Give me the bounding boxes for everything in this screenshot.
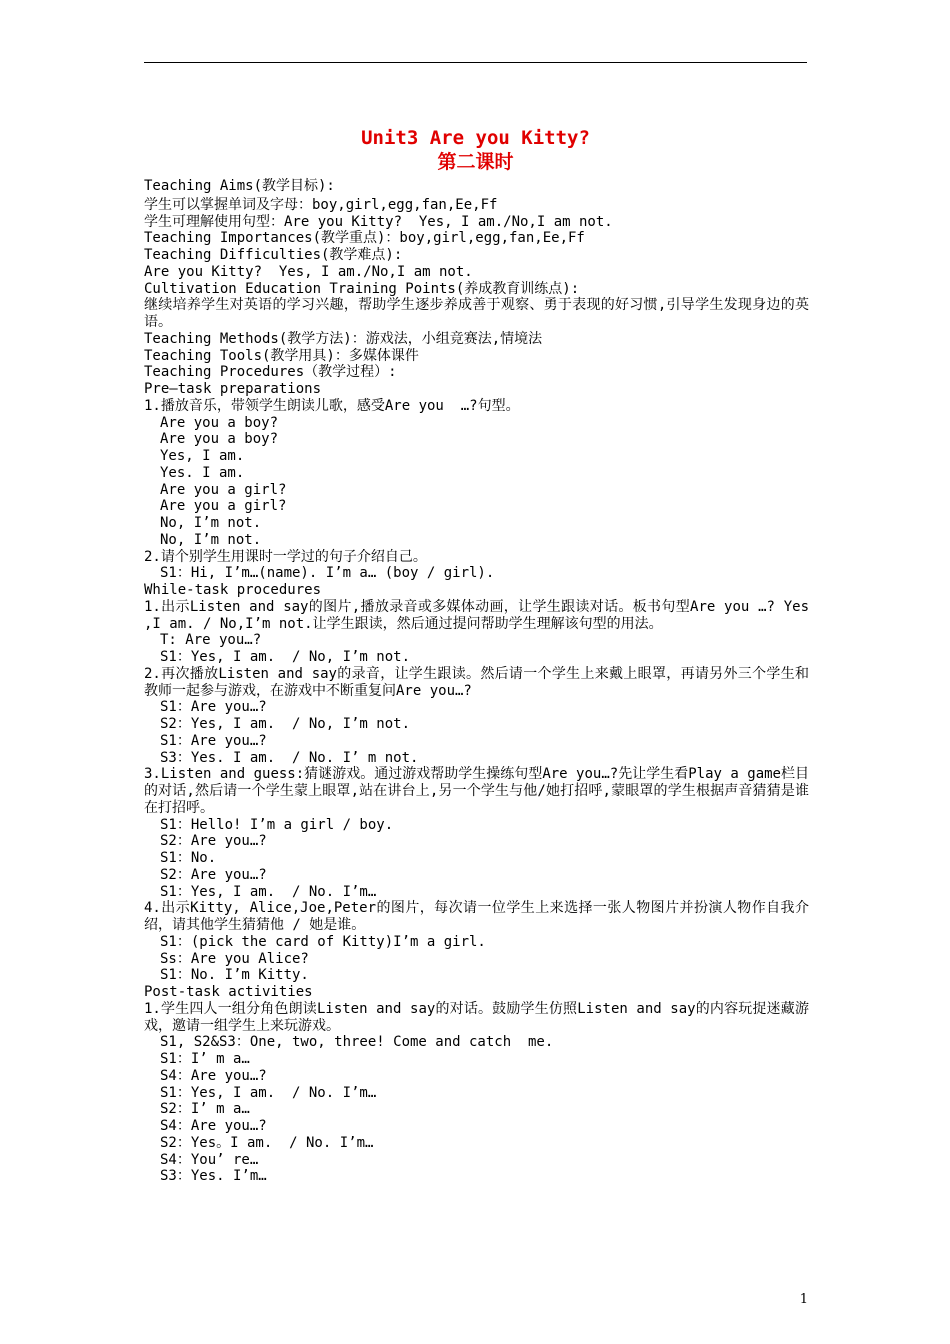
text-line: Teaching Importances(教学重点)：boy,girl,egg,fan,Ee,Ff [144,230,585,247]
text-line: Cultivation Education Training Points(养成教育训练点): [144,280,580,297]
dialogue-line: S1：I’ m a… [160,1051,250,1067]
text-line: 4.出示Kitty, Alice,Joe,Peter的图片，每次请一位学生上来选择一张人物图片并扮演人物作自我介绍，请其他学生猜猜他 / 她是谁。 [144,900,809,933]
dialogue-line: S1：Are you…? [160,732,267,749]
dialogue-line: Are you a boy? [160,431,279,448]
dialogue-line: No, I’m not. [160,531,262,548]
text-line: While-task procedures [144,582,322,598]
text-line: 学生可以掌握单词及字母：boy,girl,egg,fan,Ee,Ff [144,196,498,213]
document-subtitle: 第二课时 [437,151,514,173]
dialogue-line: S4：You’ re… [160,1151,259,1168]
text-line: 1.播放音乐，带领学生朗读儿歌，感受Are you …?句型。 [144,397,520,414]
dialogue-line: S1：Yes, I am. / No, I’m not. [160,649,411,665]
dialogue-line: S1：No. [160,850,217,866]
dialogue-line: Are you a girl? [160,481,287,498]
header-rule [144,62,807,63]
text-line: Pre—task preparations [144,381,322,397]
dialogue-line: S1：Yes, I am. / No. I’m… [160,883,377,900]
dialogue-line: Ss：Are you Alice? [160,950,309,967]
text-line: Are you Kitty? Yes, I am./No,I am not. [144,263,473,280]
dialogue-line: S2：Are you…? [160,833,267,850]
dialogue-line: S1：(pick the card of Kitty)I’m a girl. [160,933,486,950]
dialogue-line: S1：Hello! I’m a girl / boy. [160,816,394,833]
text-line: Post-task activities [144,984,313,1000]
text-line: Teaching Tools(教学用具)：多媒体课件 [144,347,419,364]
text-line: Teaching Difficulties(教学难点): [144,247,403,263]
dialogue-line: S1：No. I’m Kitty. [160,967,309,984]
dialogue-line: S4：Are you…? [160,1067,267,1084]
dialogue-line: No, I’m not. [160,515,262,531]
dialogue-line: S2：I’ m a… [160,1101,250,1118]
dialogue-line: Are you a girl? [160,498,287,515]
dialogue-line: S1：Are you…? [160,699,267,716]
text-line: 继续培养学生对英语的学习兴趣，帮助学生逐步养成善于观察、勇于表现的好习惯,引导学生发现身边的英语。 [144,297,809,330]
text-line: 2.再次播放Listen and say的录音，让学生跟读。然后请一个学生上来戴上眼罩，再请另外三个学生和教师一起参与游戏，在游戏中不断重复问Are you…? [144,665,809,699]
dialogue-line: S4：Are you…? [160,1118,267,1134]
dialogue-line: S1：Yes, I am. / No. I’m… [160,1084,377,1101]
text-line: Teaching Procedures（教学过程）: [144,364,397,381]
text-line: 1.学生四人一组分角色朗读Listen and say的对话。鼓励学生仿照Listen and say的内容玩捉迷藏游戏，邀请一组学生上来玩游戏。 [144,1000,809,1034]
dialogue-line: S1, S2&S3：One, two, three! Come and catch me. [160,1034,554,1051]
dialogue-line: Yes. I am. [160,464,245,481]
dialogue-line: S3：Yes. I’m… [160,1168,267,1185]
dialogue-line: Are you a boy? [160,414,279,431]
dialogue-line: Yes, I am. [160,448,245,464]
text-line: 3.Listen and guess:猜谜游戏。通过游戏帮助学生操练句型Are you…?先让学生看Play a game栏目的对话,然后请一个学生蒙上眼罩,站在讲台上,另一个学生与他/她打招呼,蒙眼罩的学生根据声音猜猜是谁在打招呼。 [144,766,809,816]
dialogue-line: S2：Yes, I am. / No, I’m not. [160,716,411,732]
document-body [144,178,809,1185]
text-line: 学生可理解使用句型：Are you Kitty? Yes, I am./No,I am not. [144,213,613,230]
text-line: 2.请个别学生用课时一学过的句子介绍自己。 [144,548,427,565]
document-title: Unit3 Are you Kitty? [361,127,590,149]
page-number: 1 [799,1292,808,1307]
dialogue-line: S2：Yes。I am. / No. I’m… [160,1134,374,1151]
dialogue-line: T: Are you…? [160,632,262,649]
text-line: Teaching Methods(教学方法)：游戏法，小组竞赛法,情境法 [144,330,543,347]
dialogue-line: S2：Are you…? [160,866,267,883]
text-line: 1.出示Listen and say的图片,播放录音或多媒体动画，让学生跟读对话。板书句型Are you …? Yes ,I am. / No,I’m not.让学生跟读，然后通过提问帮助学生理解该句型的用法。 [144,598,809,632]
dialogue-line: S1：Hi, I’m…(name). I’m a… (boy / girl). [160,565,495,582]
text-line: Teaching Aims(教学目标): [144,178,335,194]
dialogue-line: S3：Yes. I am. / No. I’ m not. [160,749,419,766]
